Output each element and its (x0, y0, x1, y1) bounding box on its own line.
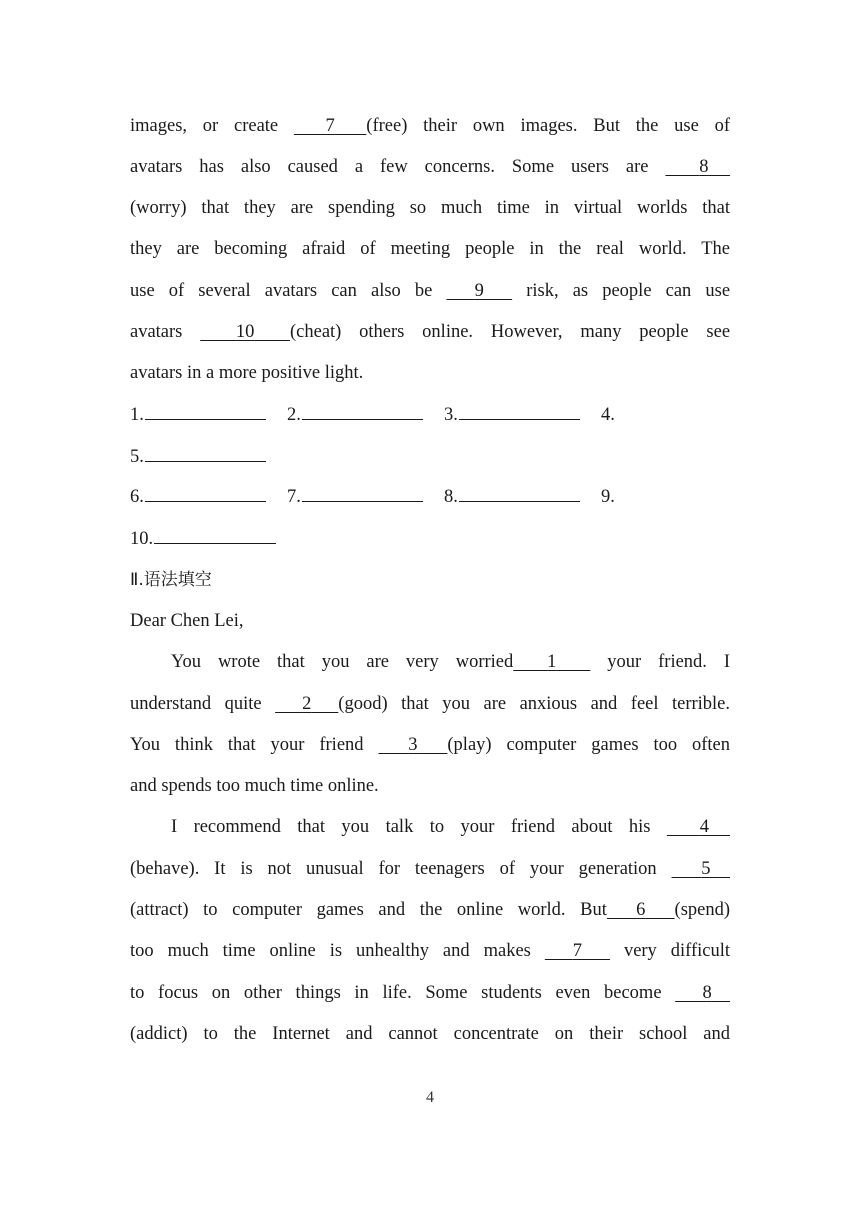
text-segment: risk, as people can use (526, 281, 731, 301)
blank-3: 3 (408, 735, 418, 755)
blank-5: 5 (701, 859, 711, 879)
letter-salutation: Dear Chen Lei, (130, 611, 244, 631)
section-heading: Ⅱ.语法填空 (130, 570, 212, 590)
text-segment: avatars (130, 322, 183, 342)
text-segment: (spend) (674, 900, 731, 920)
answer-slot[interactable]: 5. (130, 443, 266, 471)
text-segment: You think that your friend (130, 735, 364, 755)
blank-7: 7 (572, 941, 583, 961)
text-segment: your friend. I (607, 652, 731, 672)
text-segment: (cheat) others online. However, many people see (290, 322, 731, 342)
text-segment: (good) that you are anxious and feel terrible. (338, 694, 731, 714)
page-number: 4 (426, 1089, 434, 1106)
answer-slot[interactable]: 6. (130, 483, 266, 511)
answer-slot[interactable]: 1. (130, 401, 266, 429)
passage-line-4: they are becoming afraid of meeting people in the real world. The (130, 239, 730, 259)
text-segment: avatars has also caused a few concerns. Some users are (130, 157, 649, 177)
blank-8: 8 (702, 983, 712, 1003)
passage-line-6 (130, 318, 730, 346)
text-segment: I recommend that you talk to your friend about his (171, 817, 651, 837)
blank-6: 6 (636, 900, 646, 920)
text-segment: images, or create (130, 116, 279, 136)
text-segment: (behave). It is not unusual for teenagers of your generation (130, 859, 657, 879)
letter-line-2 (130, 690, 730, 718)
text-segment: You wrote that you are very worried (171, 652, 514, 672)
answer-slot[interactable]: 2. (287, 401, 423, 429)
text-segment: too much time online is unhealthy and makes (130, 941, 531, 961)
passage-line-1 (130, 112, 730, 140)
answer-slot[interactable]: 10. (130, 525, 276, 553)
blank-8: 8 (699, 157, 709, 177)
text-segment: very difficult (623, 941, 731, 961)
letter-line-5 (171, 813, 730, 841)
passage-line-2 (130, 153, 730, 181)
answer-slot: 4. (601, 405, 615, 425)
passage-line-3: (worry) that they are spending so much time in virtual worlds that (130, 198, 730, 218)
letter-line-10: (addict) to the Internet and cannot concentrate on their school and (130, 1024, 730, 1044)
letter-line-6 (130, 855, 730, 883)
blank-1: 1 (547, 652, 557, 672)
answer-slot[interactable]: 3. (444, 401, 580, 429)
text-segment: to focus on other things in life. Some students even become (130, 983, 662, 1003)
blank-7: 7 (325, 116, 335, 136)
blank-10: 10 (235, 322, 255, 342)
letter-line-3 (130, 731, 730, 759)
letter-line-4: and spends too much time online. (130, 776, 379, 796)
letter-line-7 (130, 896, 730, 924)
answer-slot[interactable]: 8. (444, 483, 580, 511)
text-segment: use of several avatars can also be (130, 281, 433, 301)
text-segment: understand quite (130, 694, 262, 714)
text-segment: (free) their own images. But the use of (366, 116, 730, 136)
text-segment: (play) computer games too often (447, 735, 731, 755)
text-segment: (attract) to computer games and the online world. But (130, 900, 607, 920)
blank-9: 9 (474, 281, 484, 301)
blank-2: 2 (302, 694, 312, 714)
letter-line-8 (130, 937, 730, 965)
blank-4: 4 (699, 817, 709, 837)
passage-line-5 (130, 277, 730, 305)
answer-slot[interactable]: 7. (287, 483, 423, 511)
passage-line-7: avatars in a more positive light. (130, 363, 364, 383)
answer-slot: 9. (601, 487, 615, 507)
letter-line-9 (130, 979, 730, 1007)
letter-line-1 (171, 648, 730, 676)
